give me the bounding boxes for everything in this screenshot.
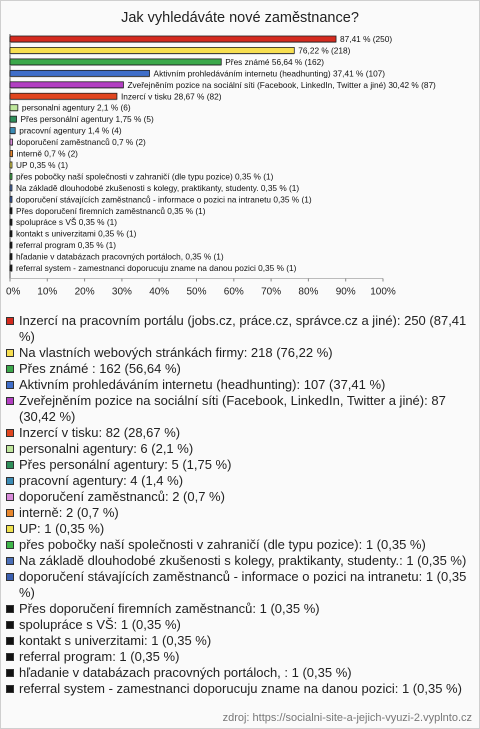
bar-value-label: personalni agentury 2,1 % (6) bbox=[21, 102, 131, 113]
x-tick-label: 0% bbox=[6, 286, 21, 298]
bar-value-label: kontakt s univerzitami 0,35 % (1) bbox=[16, 228, 137, 239]
bar-value-label: spolupráce s VŠ 0,35 % (1) bbox=[16, 217, 117, 228]
legend-swatch bbox=[6, 669, 14, 677]
bar bbox=[10, 128, 15, 134]
bar bbox=[10, 59, 221, 65]
legend-swatch bbox=[6, 621, 14, 629]
legend-swatch bbox=[6, 493, 14, 501]
legend-item bbox=[6, 665, 474, 681]
legend-label: Inzercí v tisku: 82 (28,67 %) bbox=[19, 425, 181, 440]
legend-label: doporučení zaměstnanců: 2 (0,7 %) bbox=[19, 489, 225, 504]
legend-item bbox=[6, 537, 474, 553]
x-tick-label: 90% bbox=[335, 286, 356, 298]
legend-item bbox=[6, 377, 474, 393]
legend-item bbox=[6, 569, 474, 601]
legend-label: referral program: 1 (0,35 %) bbox=[19, 649, 180, 664]
legend-label: personalni agentury: 6 (2,1 %) bbox=[19, 441, 194, 456]
legend-label: Přes známé : 162 (56,64 %) bbox=[19, 361, 181, 376]
bar bbox=[10, 116, 17, 122]
bar bbox=[10, 151, 13, 157]
legend-item bbox=[6, 361, 474, 377]
legend-label: interně: 2 (0,7 %) bbox=[19, 505, 119, 520]
bar-chart-plot bbox=[0, 0, 480, 310]
bar bbox=[10, 185, 12, 191]
legend-item bbox=[6, 681, 474, 697]
legend-label: Na vlastních webových stránkách firmy: 218 (76,22 %) bbox=[19, 345, 333, 360]
legend-swatch bbox=[6, 605, 14, 613]
bar bbox=[10, 254, 12, 260]
legend-item bbox=[6, 313, 474, 345]
legend-label: přes pobočky naší společnosti v zahraničí (dle typu pozice): 1 (0,35 %) bbox=[19, 537, 426, 552]
legend-swatch bbox=[6, 541, 14, 549]
x-tick-label: 40% bbox=[149, 286, 170, 298]
legend-item bbox=[6, 617, 474, 633]
bar-value-label: pracovní agentury 1,4 % (4) bbox=[19, 125, 122, 136]
bar bbox=[10, 139, 13, 145]
legend-item bbox=[6, 425, 474, 441]
legend-label: Přes personální agentury: 5 (1,75 %) bbox=[19, 457, 232, 472]
legend-label: Zveřejněním pozice na sociální síti (Facebook, LinkedIn, Twitter a jiné): 87 (30,42 %) bbox=[19, 393, 446, 424]
x-tick-label: 100% bbox=[370, 286, 396, 298]
legend-swatch bbox=[6, 685, 14, 693]
bar bbox=[10, 93, 117, 99]
legend-swatch bbox=[6, 637, 14, 645]
bar bbox=[10, 208, 12, 214]
legend-label: referral system - zamestnanci doporucuju zname na danou pozici: 1 (0,35 %) bbox=[19, 681, 462, 696]
legend-swatch bbox=[6, 365, 14, 373]
legend-item bbox=[6, 489, 474, 505]
bar bbox=[10, 105, 18, 111]
bar bbox=[10, 36, 336, 42]
bar-value-label: 87,41 % (250) bbox=[340, 34, 393, 44]
legend-label: UP: 1 (0,35 %) bbox=[19, 521, 105, 536]
x-tick-label: 80% bbox=[298, 286, 319, 298]
legend-item bbox=[6, 441, 474, 457]
bar bbox=[10, 173, 12, 179]
bar-value-label: Zveřejněním pozice na sociální síti (Facebook, LinkedIn, Twitter a jiné) 30,42 % (87) bbox=[127, 79, 436, 90]
bar-value-label: UP 0,35 % (1) bbox=[16, 159, 68, 170]
legend-swatch bbox=[6, 509, 14, 517]
source-credit[interactable]: zdroj: https://socialni-site-a-jejich-vyuzi-2.vyplnto.cz bbox=[222, 712, 472, 724]
bar-value-label: Aktivním prohledáváním internetu (headhunting) 37,41 % (107) bbox=[153, 68, 386, 79]
legend-label: Na základě dlouhodobé zkušenosti s kolegy, praktikanty, studenty.: 1 (0,35 %) bbox=[19, 553, 467, 568]
legend-swatch bbox=[6, 573, 14, 581]
bar-value-label: Na základě dlouhodobé zkušenosti s kolegy, praktikanty, studenty. 0,35 % (1) bbox=[16, 182, 300, 193]
bar-value-label: 76,22 % (218) bbox=[298, 45, 351, 56]
x-tick-label: 60% bbox=[223, 286, 244, 298]
legend-swatch bbox=[6, 381, 14, 389]
bar bbox=[10, 219, 12, 225]
x-tick-label: 30% bbox=[111, 286, 132, 298]
bar-value-label: přes pobočky naší společnosti v zahraničí (dle typu pozice) 0,35 % (1) bbox=[16, 171, 274, 182]
legend-swatch bbox=[6, 525, 14, 533]
legend-swatch bbox=[6, 477, 14, 485]
legend-swatch bbox=[6, 397, 14, 405]
bar-value-label: referral program 0,35 % (1) bbox=[16, 240, 117, 251]
legend-swatch bbox=[6, 429, 14, 437]
bar bbox=[10, 70, 150, 76]
legend-item bbox=[6, 345, 474, 361]
bar-value-label: Přes známé 56,64 % (162) bbox=[225, 56, 324, 67]
bar-value-label: Inzercí v tisku 28,67 % (82) bbox=[120, 91, 222, 102]
legend-label: spolupráce s VŠ: 1 (0,35 %) bbox=[19, 617, 181, 632]
x-tick-label: 50% bbox=[186, 286, 207, 298]
legend-item bbox=[6, 633, 474, 649]
legend-label: Aktivním prohledáváním internetu (headhunting): 107 (37,41 %) bbox=[19, 377, 386, 392]
x-tick-label: 10% bbox=[37, 286, 58, 298]
legend-label: Přes doporučení firemních zaměstnanců: 1 (0,35 %) bbox=[19, 601, 320, 616]
legend-item bbox=[6, 553, 474, 569]
legend-label: Inzercí na pracovním portálu (jobs.cz, práce.cz, správce.cz a jiné): 250 (87,41 %) bbox=[19, 313, 467, 344]
legend-label: kontakt s univerzitami: 1 (0,35 %) bbox=[19, 633, 212, 648]
x-tick-label: 70% bbox=[261, 286, 282, 298]
legend-swatch bbox=[6, 557, 14, 565]
x-tick-label: 20% bbox=[74, 286, 95, 298]
legend-item bbox=[6, 521, 474, 537]
bar bbox=[10, 265, 12, 271]
bar-value-label: doporučení stávajících zaměstnanců - informace o pozici na intranetu 0,35 % (1) bbox=[16, 194, 312, 205]
legend-item bbox=[6, 649, 474, 665]
legend-swatch bbox=[6, 653, 14, 661]
bar bbox=[10, 196, 12, 202]
legend-label: doporučení stávajících zaměstnanců - informace o pozici na intranetu: 1 (0,35 %) bbox=[19, 569, 467, 600]
legend-swatch bbox=[6, 349, 14, 357]
legend-item bbox=[6, 457, 474, 473]
bar bbox=[10, 162, 12, 168]
legend-swatch bbox=[6, 317, 14, 325]
bar bbox=[10, 47, 294, 53]
legend-swatch bbox=[6, 461, 14, 469]
legend-item bbox=[6, 505, 474, 521]
bar bbox=[10, 231, 12, 237]
bar-value-label: interně 0,7 % (2) bbox=[16, 148, 78, 159]
chart-legend bbox=[6, 313, 474, 697]
bar-value-label: referral system - zamestnanci doporucuju zname na danou pozici 0,35 % (1) bbox=[16, 263, 297, 273]
bar-value-label: hľadanie v databázach pracovných portáloch, 0,35 % (1) bbox=[16, 251, 224, 262]
legend-item bbox=[6, 601, 474, 617]
bar bbox=[10, 242, 12, 248]
legend-label: hľadanie v databázach pracovných portáloch, : 1 (0,35 %) bbox=[19, 665, 352, 680]
chart-title: Jak vyhledáváte nové zaměstnance? bbox=[121, 10, 359, 26]
bar bbox=[10, 82, 123, 88]
legend-label: pracovní agentury: 4 (1,4 %) bbox=[19, 473, 184, 488]
legend-item bbox=[6, 393, 474, 425]
bar-value-label: Přes doporučení firemních zaměstnanců 0,35 % (1) bbox=[16, 205, 206, 216]
legend-item bbox=[6, 473, 474, 489]
bar-value-label: Přes personální agentury 1,75 % (5) bbox=[20, 114, 154, 125]
legend-swatch bbox=[6, 445, 14, 453]
bar-value-label: doporučení zaměstnanců 0,7 % (2) bbox=[16, 137, 146, 148]
